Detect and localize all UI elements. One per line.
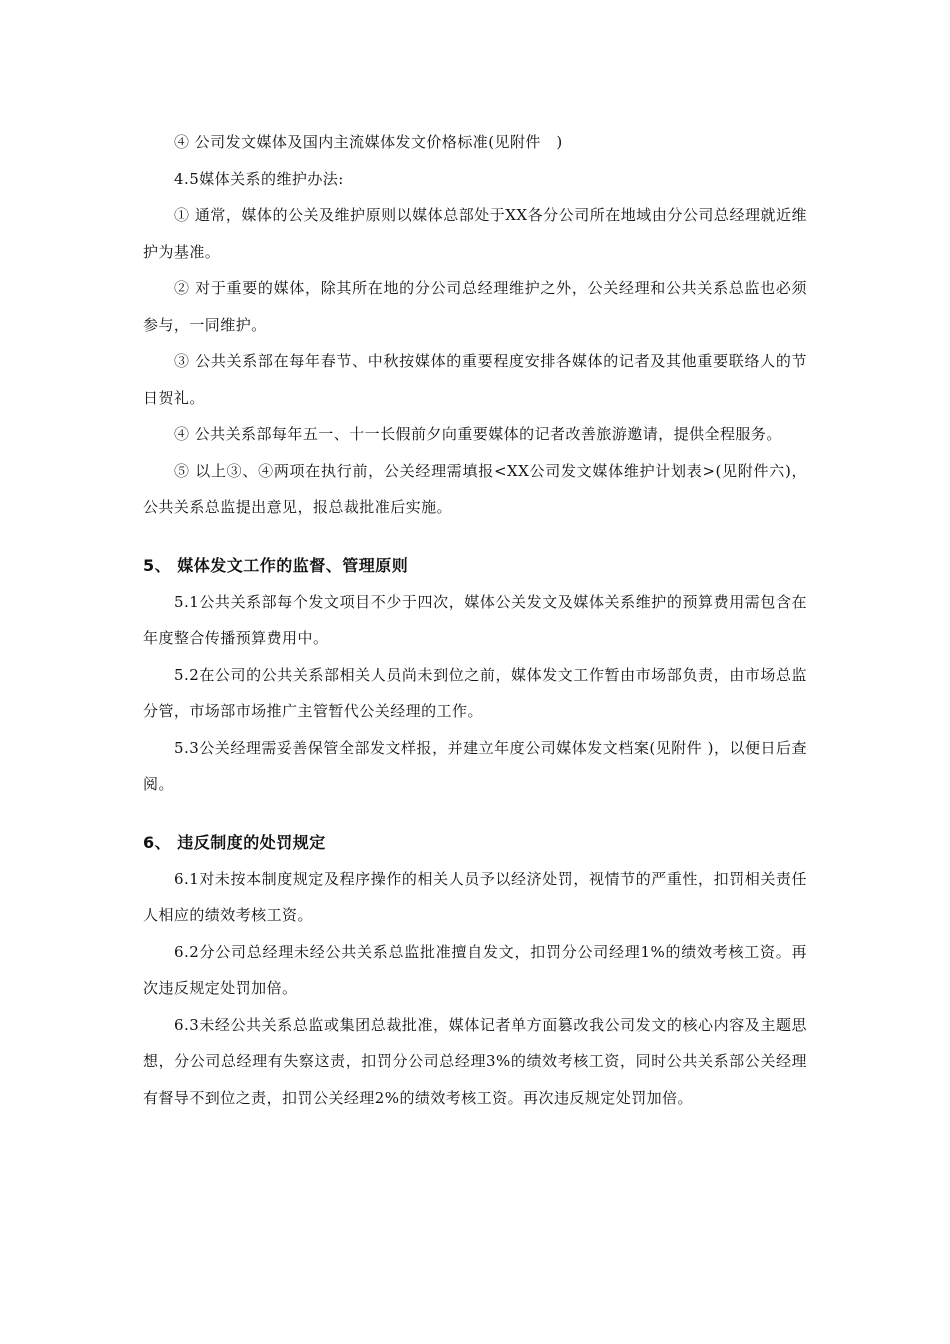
paragraph: 6.2分公司总经理未经公共关系总监批准擅自发文，扣罚分公司经理1%的绩效考核工资。再次违反规定处罚加倍。 — [143, 942, 807, 997]
paragraph: ④ 公司发文媒体及国内主流媒体发文价格标准(见附件 ) — [174, 133, 563, 151]
paragraph: ⑤ 以上③、④两项在执行前，公关经理需填报<XX公司发文媒体维护计划表>(见附件六)，公共关系总监提出意见，报总裁批准后实施。 — [143, 461, 807, 516]
paragraph: 5.2在公司的公共关系部相关人员尚未到位之前，媒体发文工作暂由市场部负责，由市场总监分管，市场部市场推广主管暂代公关经理的工作。 — [143, 665, 807, 720]
document-body — [143, 124, 807, 1116]
spacer — [143, 803, 807, 825]
spacer — [143, 526, 807, 548]
paragraph: ④ 公共关系部每年五一、十一长假前夕向重要媒体的记者改善旅游邀请，提供全程服务。 — [174, 425, 782, 443]
paragraph: 6.3未经公共关系总监或集团总裁批准，媒体记者单方面篡改我公司发文的核心内容及主题思想，分公司总经理有失察这责，扣罚分公司总经理3%的绩效考核工资，同时公共关系部公关经理有督导不到位之责，扣罚公关经理2%的绩效考核工资。再次违反规定处罚加倍。 — [143, 1015, 807, 1107]
paragraph: 4.5媒体关系的维护办法: — [174, 169, 344, 188]
section-heading: 5、 媒体发文工作的监督、管理原则 — [143, 555, 409, 575]
paragraph: ① 通常，媒体的公关及维护原则以媒体总部处于XX各分公司所在地域由分公司总经理就近维护为基准。 — [143, 206, 807, 261]
paragraph: 6.1对未按本制度规定及程序操作的相关人员予以经济处罚，视情节的严重性，扣罚相关责任人相应的绩效考核工资。 — [143, 869, 807, 924]
paragraph: 5.3公关经理需妥善保管全部发文样报，并建立年度公司媒体发文档案(见附件 )，以便日后查阅。 — [143, 738, 807, 793]
paragraph: ② 对于重要的媒体，除其所在地的分公司总经理维护之外，公关经理和公共关系总监也必须参与，一同维护。 — [143, 279, 807, 334]
paragraph: ③ 公共关系部在每年春节、中秋按媒体的重要程度安排各媒体的记者及其他重要联络人的节日贺礼。 — [143, 352, 807, 407]
paragraph: 5.1公共关系部每个发文项目不少于四次，媒体公关发文及媒体关系维护的预算费用需包含在年度整合传播预算费用中。 — [143, 592, 807, 647]
section-heading: 6、 违反制度的处罚规定 — [143, 832, 326, 852]
